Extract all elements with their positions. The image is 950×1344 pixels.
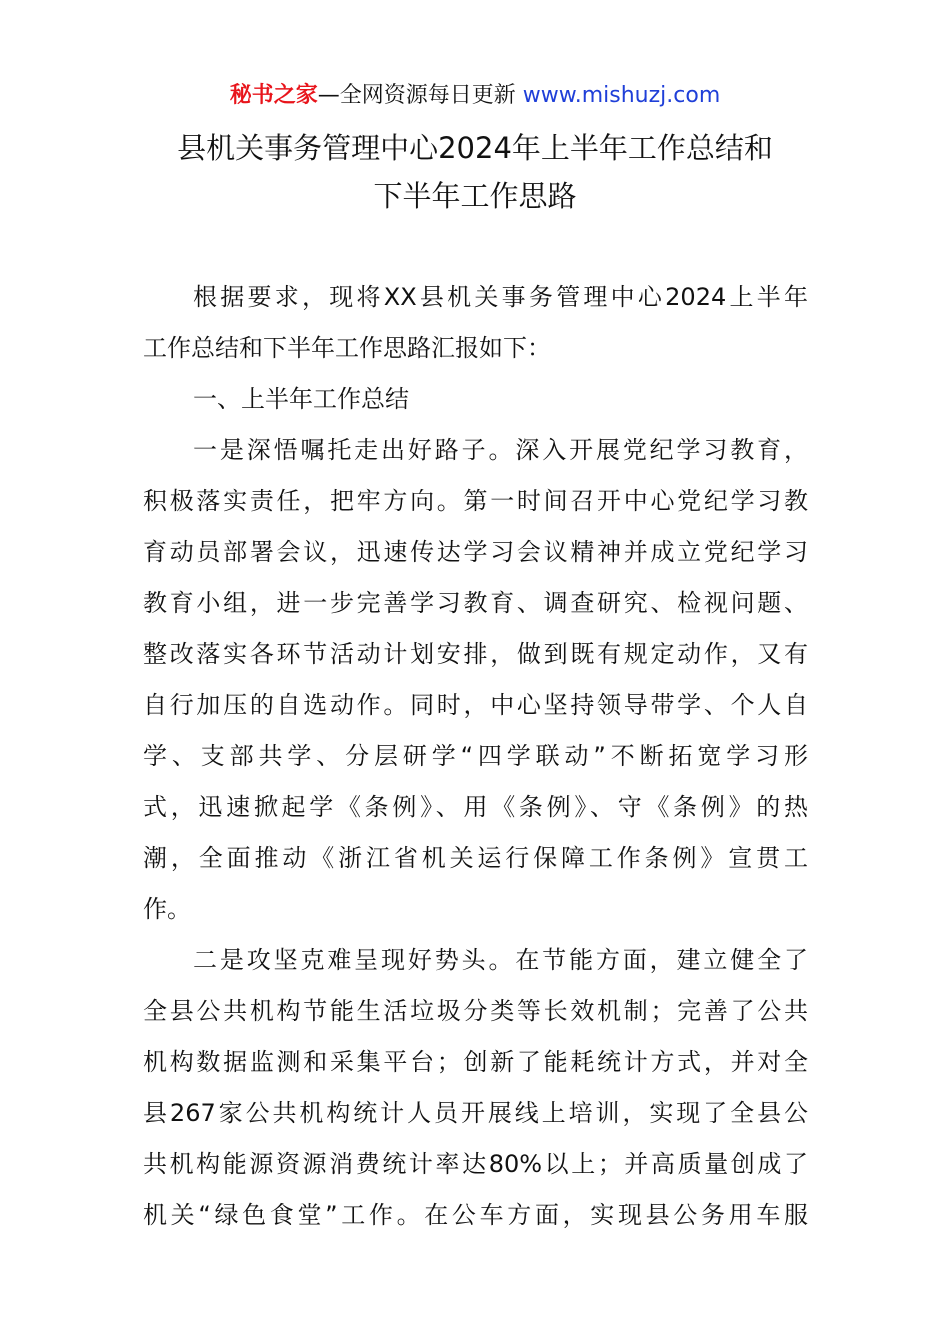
paragraph-2-line-1: 二是攻坚克难呈现好势头。在节能方面，建立健全了 [193,946,808,974]
brand-name: 秘书之家 [229,83,318,108]
paragraph-intro-line-1: 根据要求，现将XX县机关事务管理中心2024上半年 [193,283,808,311]
paragraph-1-line-5: 整改落实各环节活动计划安排，做到既有规定动作，又有 [143,640,808,668]
paragraph-2-line-5: 共机构能源资源消费统计率达80%以上；并高质量创成了 [143,1150,808,1178]
section-heading: 一、上半年工作总结 [193,385,409,413]
paragraph-2-line-6: 机关“绿色食堂”工作。在公车方面，实现县公务用车服 [143,1201,808,1229]
paragraph-1-line-9: 潮，全面推动《浙江省机关运行保障工作条例》宣贯工 [143,844,808,872]
paragraph-1-line-6: 自行加压的自选动作。同时，中心坚持领导带学、个人自 [143,691,808,719]
paragraph-1-line-1: 一是深悟嘱托走出好路子。深入开展党纪学习教育， [193,436,808,464]
paragraph-1-line-7: 学、支部共学、分层研学“四学联动”不断拓宽学习形 [143,742,808,770]
paragraph-1-line-4: 教育小组，进一步完善学习教育、调查研究、检视问题、 [143,589,808,617]
site-url-link[interactable]: www.mishuzj.com [522,83,721,108]
site-header [0,80,950,112]
paragraph-1-line-3: 育动员部署会议，迅速传达学习会议精神并成立党纪学习 [143,538,808,566]
document-title [100,124,850,220]
paragraph-1-line-2: 积极落实责任，把牢方向。第一时间召开中心党纪学习教 [143,487,808,515]
header-slogan: —全网资源每日更新 [317,83,516,108]
paragraph-2-line-2: 全县公共机构节能生活垃圾分类等长效机制；完善了公共 [143,997,808,1025]
title-line-1: 县机关事务管理中心2024年上半年工作总结和 [177,131,773,165]
paragraph-2-line-4: 县267家公共机构统计人员开展线上培训，实现了全县公 [143,1099,808,1127]
paragraph-intro-line-2: 工作总结和下半年工作思路汇报如下： [143,334,551,362]
document-body [143,272,808,1241]
paragraph-1-line-10: 作。 [143,895,191,923]
title-line-2: 下半年工作思路 [373,179,577,213]
paragraph-1-line-8: 式，迅速掀起学《条例》、用《条例》、守《条例》的热 [143,793,808,821]
paragraph-2-line-3: 机构数据监测和采集平台；创新了能耗统计方式，并对全 [143,1048,808,1076]
